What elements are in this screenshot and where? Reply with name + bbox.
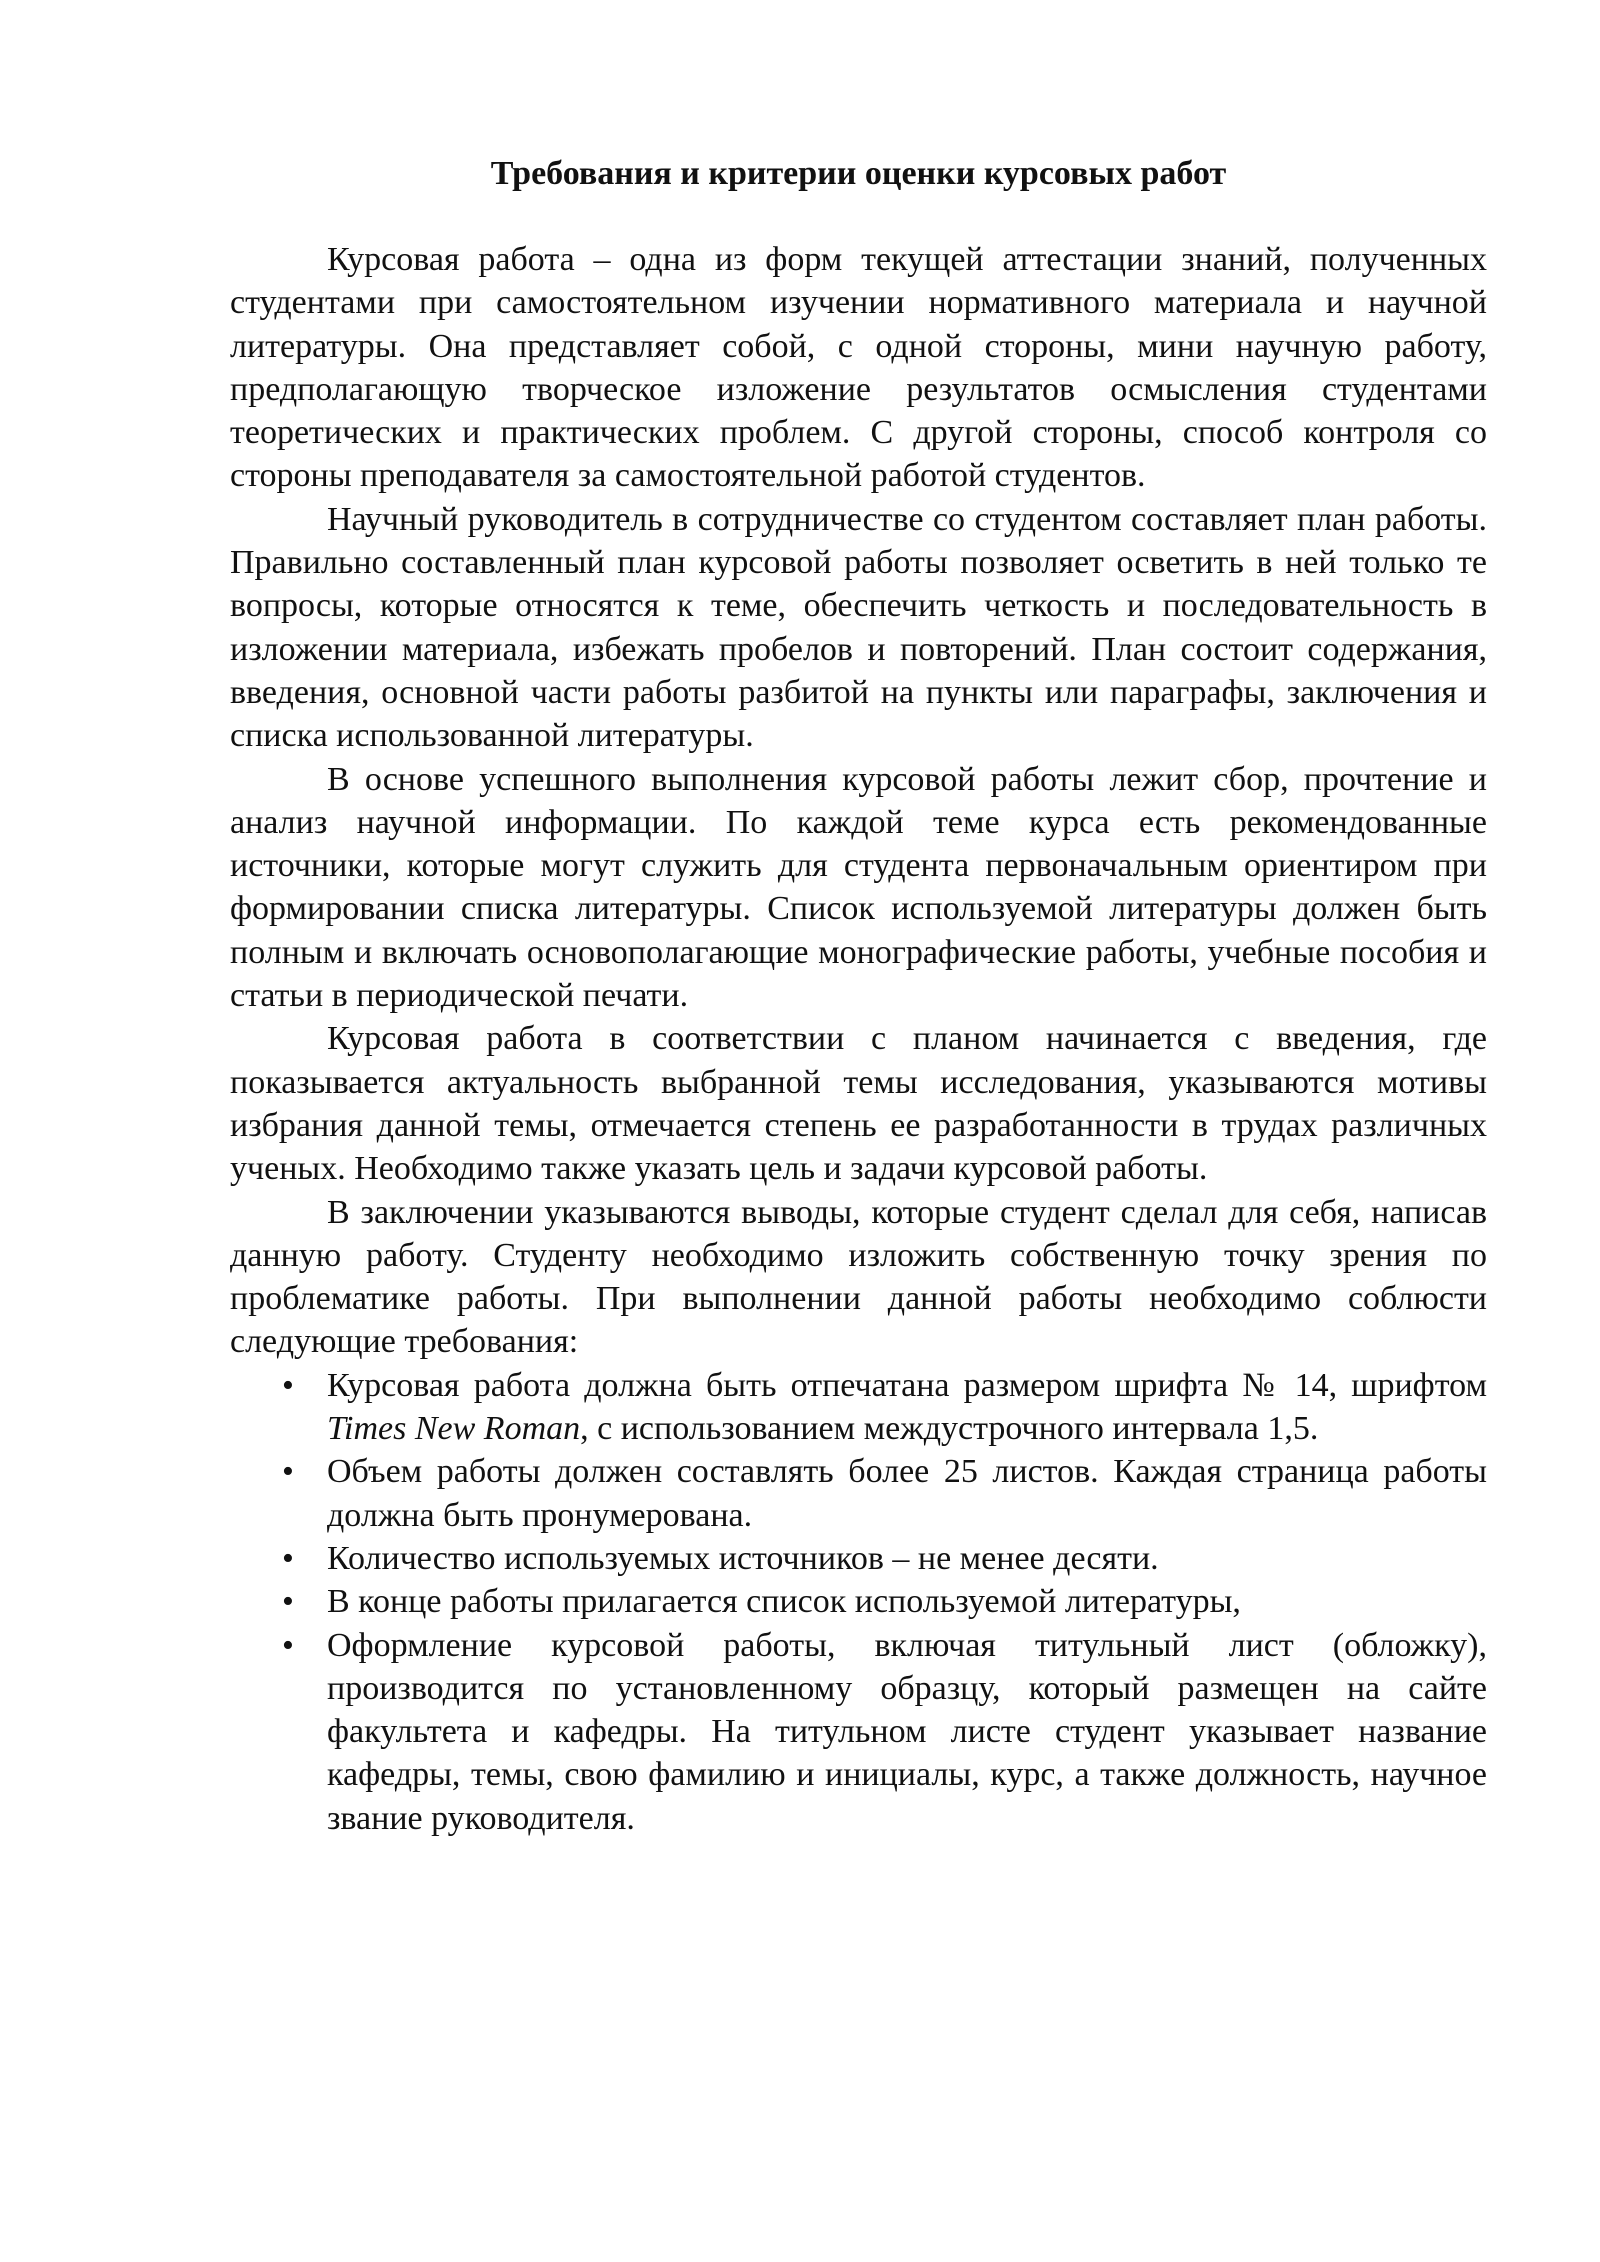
requirement-bibliography — [282, 1580, 1487, 1623]
document-title: Требования и критерии оценки курсовых работ — [490, 155, 1227, 192]
requirement-sources-count-text: Количество используемых источников – не менее десяти. — [327, 1539, 1159, 1577]
requirement-sources-count — [282, 1537, 1487, 1580]
paragraph-introduction: Курсовая работа в соответствии с планом начинается с введения, где показывается актуальность выбранной темы исследования, указываются мотивы избрания данной темы, отмечается степень ее разработанности в трудах различных ученых. Необходимо также указать цель и задачи курсовой работы. — [230, 1020, 1487, 1188]
paragraph-sources: В основе успешного выполнения курсовой работы лежит сбор, прочтение и анализ научной информации. По каждой теме курса есть рекомендованные источники, которые могут служить для студента первоначальным ориентиром при формировании списка литературы. Список используемой литературы должен быть полным и включать основополагающие монографические работы, учебные пособия и статьи в периодической печати. — [230, 760, 1487, 1015]
requirement-formatting — [282, 1364, 1487, 1451]
paragraph-definition: Курсовая работа – одна из форм текущей аттестации знаний, полученных студентами при самостоятельном изучении нормативного материала и научной литературы. Она представляет собой, с одной стороны, мини научную работу, предполагающую творческое изложение результатов осмысления студентами теоретических и практических проблем. С другой стороны, способ контроля со стороны преподавателя за самостоятельной работой студентов. — [230, 241, 1487, 495]
requirement-formatting-text-end: , с использованием междустрочного интервала 1,5. — [580, 1410, 1319, 1448]
bullet-marker: • — [282, 1539, 294, 1577]
font-name: Times New Roman — [327, 1410, 581, 1448]
requirement-volume-text: Объем работы должен составлять более 25 листов. Каждая страница работы должна быть пронумерована. — [327, 1453, 1487, 1534]
bullet-marker: • — [282, 1366, 294, 1404]
requirement-volume — [282, 1450, 1487, 1537]
bullet-marker: • — [282, 1583, 294, 1621]
bullet-marker: • — [282, 1453, 294, 1491]
bullet-marker: • — [282, 1626, 294, 1664]
requirement-bibliography-text: В конце работы прилагается список используемой литературы, — [327, 1583, 1241, 1621]
requirement-formatting-text: Курсовая работа должна быть отпечатана размером шрифта № 14, шрифтом — [327, 1366, 1487, 1404]
paragraph-plan: Научный руководитель в сотрудничестве со студентом составляет план работы. Правильно составленный план курсовой работы позволяет осветить в ней только те вопросы, которые относятся к теме, обеспечить четкость и последовательность в изложении материала, избежать пробелов и повторений. План состоит содержания, введения, основной части работы разбитой на пункты или параграфы, заключения и списка использованной литературы. — [230, 500, 1487, 755]
paragraph-conclusion: В заключении указываются выводы, которые студент сделал для себя, написав данную работу. Студенту необходимо изложить собственную точку зрения по проблематике работы. При выполнении данной работы необходимо соблюсти следующие требования: — [230, 1193, 1487, 1361]
requirement-title-page — [282, 1624, 1487, 1840]
requirements-list — [230, 1364, 1487, 1840]
requirement-title-page-text: Оформление курсовой работы, включая титульный лист (обложку), производится по установленному образцу, который размещен на сайте факультета и кафедры. На титульном листе студент указывает название кафедры, темы, свою фамилию и инициалы, курс, а также должность, научное звание руководителя. — [327, 1626, 1487, 1837]
